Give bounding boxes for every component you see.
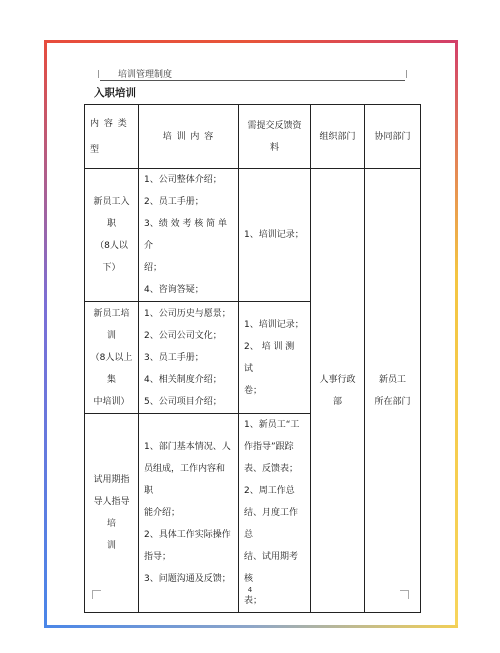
row-feedback-cell [239,169,311,302]
cell-line: 绍； [144,263,163,273]
page-number: 4 [247,586,253,594]
table-header-row [85,105,421,169]
cell-line: 2、 培 训 测 试 [244,341,298,374]
row-feedback-cell [239,414,311,613]
training-table [84,104,421,613]
header-corner-mark-left [98,70,107,78]
cell-line: 能介绍； [144,508,181,518]
cell-line: 1、培训记录； [244,230,304,240]
cell-line: 表； [244,596,263,606]
section-title: 入职培训 [94,87,136,99]
cell-line: （8人以下） [95,241,128,273]
row-content-cell [139,169,239,302]
cell-line: 新员工 [378,374,406,385]
cell-line: 2、具体工作实际操作 [144,530,231,540]
cell-line: 1、新员工“工 [244,420,300,430]
cell-line: 指导； [144,552,172,562]
header-cell-content: 培 训 内 容 [139,105,239,169]
cell-line: 结、月度工作总 [244,508,299,540]
cell-line: 1、培训记录； [244,319,304,330]
page-border-left [44,40,47,628]
header-rule [100,80,405,81]
running-header: 培训管理制度 [118,70,173,80]
header-cell-type: 内 容 类 型 [85,105,139,169]
table-row [85,169,421,302]
cell-line: 1、公司整体介绍； [144,175,222,185]
cell-line: 导人指导培 [93,497,130,529]
cell-line: 中培训） [93,396,130,407]
cell-line: 新员工入职 [93,197,130,229]
page-border-top [44,40,458,43]
cell-line: 3、绩 效 考 核 简 单 介 [144,219,230,251]
cell-line: 1、公司历史与愿景； [144,308,231,319]
header-cell-partner: 协同部门 [365,105,421,169]
cell-line: （8人以上集 [90,352,133,385]
cell-line: 新员工培训 [93,308,130,341]
cell-line: 2、公司公司文化； [144,330,222,341]
cell-line: 表、反馈表； [244,464,299,474]
header-cell-feedback: 需提交反馈资料 [239,105,311,169]
cell-line: 试用期指 [93,475,130,485]
header-corner-mark-right [398,70,407,78]
page-border-bottom [44,625,458,628]
cell-line: 2、周工作总 [244,486,295,496]
cell-line: 4、相关制度介绍； [144,374,222,385]
cell-line: 3、员工手册； [144,352,204,363]
row-content-cell [139,414,239,613]
cell-line: 3、问题沟通及反馈； [144,574,231,584]
row-type-cell [85,169,139,302]
cell-line: 作指导”跟踪 [244,442,294,452]
row-type-cell [85,414,139,613]
cell-line: 1、部门基本情况、人 [144,442,231,452]
header-cell-organizer: 组织部门 [311,105,365,169]
cell-line: 训 [106,541,116,551]
organizer-cell: 人事行政部 [311,169,365,613]
cell-line: 2、员工手册； [144,197,204,207]
cell-line: 4、咨询答疑； [144,285,204,295]
cell-line: 结、试用期考核 [244,552,299,584]
cell-line: 5、公司项目介绍； [144,396,222,407]
row-content-cell [139,302,239,414]
page-border-right [455,40,458,628]
cell-line: 所在部门 [374,396,411,407]
partner-cell [365,169,421,613]
cell-line: 员组成，工作内容和职 [144,464,226,496]
cell-line: 卷； [244,385,263,396]
row-feedback-cell [239,302,311,414]
row-type-cell [85,302,139,414]
